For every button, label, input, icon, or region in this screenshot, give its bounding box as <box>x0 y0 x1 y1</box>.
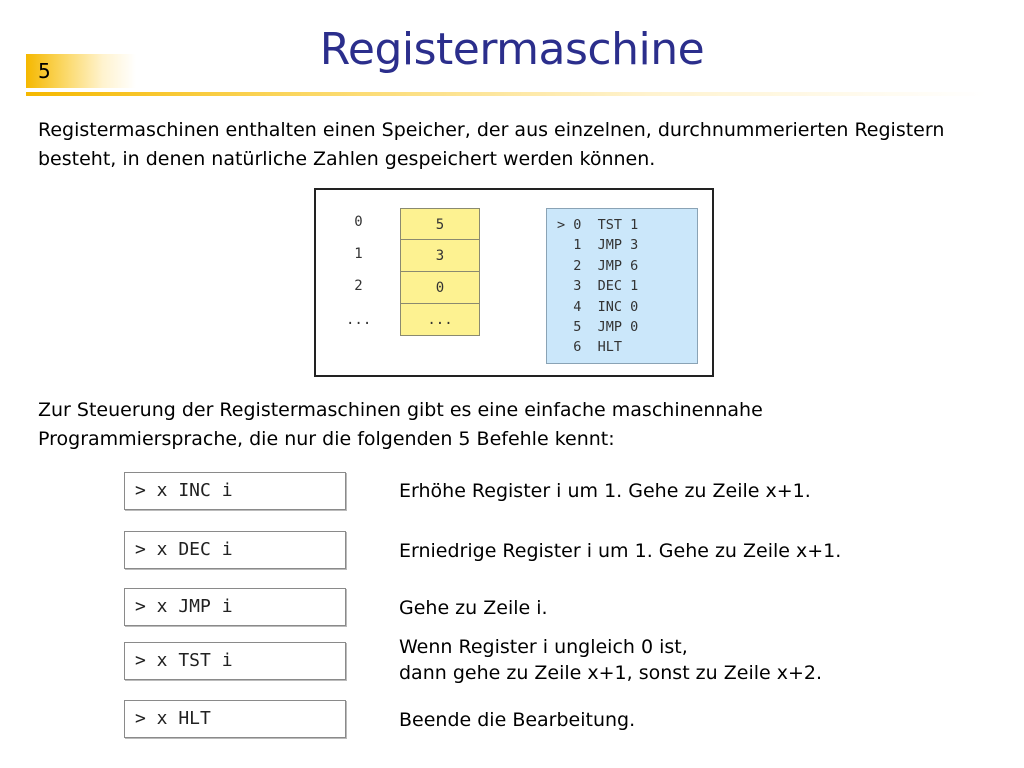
command-inc-description: Erhöhe Register i um 1. Gehe zu Zeile x+1. <box>399 480 811 502</box>
register-index: ... <box>346 312 372 328</box>
register-index: 1 <box>354 246 363 262</box>
program-line: 2 JMP 6 <box>557 257 639 274</box>
program-line: > 0 TST 1 <box>557 217 639 233</box>
program-line: 5 JMP 0 <box>557 319 639 336</box>
command-tst-description-line-2: dann gehe zu Zeile x+1, sonst zu Zeile x+2. <box>399 662 823 684</box>
language-paragraph <box>38 396 763 454</box>
command-dec-description: Erniedrige Register i um 1. Gehe zu Zeile x+1. <box>399 540 842 562</box>
command-jmp: > x JMP i <box>124 588 346 626</box>
register-cell: 5 <box>400 208 480 240</box>
program-line: 3 DEC 1 <box>557 278 639 295</box>
command-tst-description <box>399 634 822 686</box>
command-tst-description-line-1: Wenn Register i ungleich 0 ist, <box>399 636 688 658</box>
intro-line-1: Registermaschinen enthalten einen Speicher, der aus einzelnen, durchnummerierten Registern <box>38 119 945 141</box>
language-line-2: Programmiersprache, die nur die folgenden 5 Befehle kennt: <box>38 428 615 450</box>
command-hlt-description: Beende die Bearbeitung. <box>399 709 636 731</box>
slide-title: Registermaschine <box>319 24 705 75</box>
register-cells <box>400 208 480 336</box>
register-cell: ... <box>400 304 480 336</box>
command-inc: > x INC i <box>124 472 346 510</box>
language-line-1: Zur Steuerung der Registermaschinen gibt es eine einfache maschinennahe <box>38 399 763 421</box>
command-dec: > x DEC i <box>124 531 346 569</box>
register-index: 0 <box>354 214 363 230</box>
program-line: 6 HLT <box>557 339 623 356</box>
command-jmp-description: Gehe zu Zeile i. <box>399 597 548 619</box>
intro-line-2: besteht, in denen natürliche Zahlen gespeichert werden können. <box>38 148 656 170</box>
command-hlt: > x HLT <box>124 700 346 738</box>
register-index: 2 <box>354 278 363 294</box>
register-cell: 0 <box>400 272 480 304</box>
program-listing <box>546 208 698 364</box>
title-underline <box>26 92 986 96</box>
program-line: 1 JMP 3 <box>557 237 639 254</box>
register-machine-figure <box>314 188 714 377</box>
slide-number: 5 <box>26 54 136 88</box>
register-cell: 3 <box>400 240 480 272</box>
program-line: 4 INC 0 <box>557 298 639 315</box>
intro-paragraph <box>38 116 944 174</box>
command-tst: > x TST i <box>124 642 346 680</box>
